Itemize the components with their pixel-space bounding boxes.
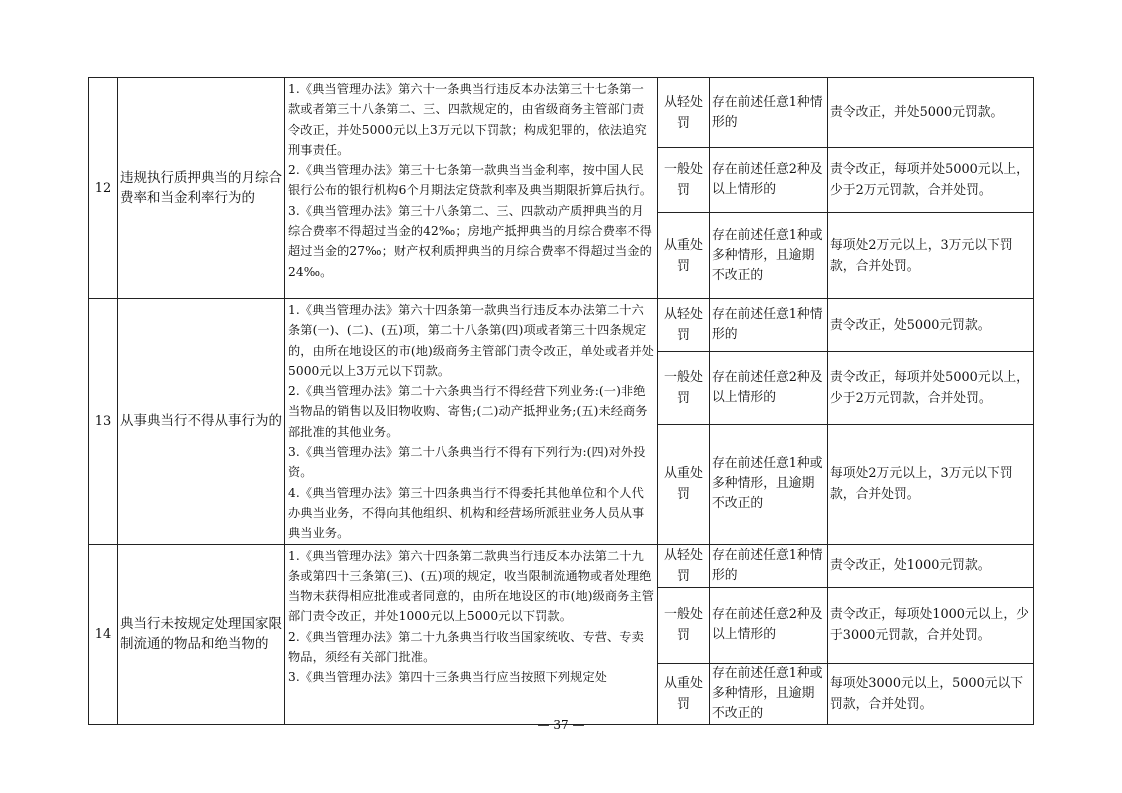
penalty-standard: 每项处2万元以上，3万元以下罚款，合并处罚。 — [828, 424, 1034, 544]
penalty-grade: 从轻处罚 — [658, 299, 710, 352]
basis-clause: 3.《典当管理办法》第四十三条典当行应当按照下列规定处 — [288, 670, 608, 685]
basis-clause: 2.《典当管理办法》第三十七条第一款典当当金利率，按中国人民银行公布的银行机构6个月期法定贷款利率及典当期限折算后执行。 — [288, 163, 653, 198]
penalty-condition: 存在前述任意1种或多种情形，且逾期不改正的 — [710, 663, 828, 724]
penalty-condition: 存在前述任意1种情形的 — [710, 299, 828, 352]
penalty-grade: 从重处罚 — [658, 663, 710, 724]
table-row — [89, 544, 1034, 587]
penalty-grade: 从重处罚 — [658, 424, 710, 544]
penalty-standard: 责令改正，处1000元罚款。 — [828, 544, 1034, 587]
violation-description: 违规执行质押典当的月综合费率和当金利率行为的 — [118, 78, 285, 299]
penalty-standard: 责令改正，每项并处5000元以上，少于2万元罚款，合并处罚。 — [828, 148, 1034, 213]
page-number: — 37 — — [537, 718, 585, 732]
penalty-standard: 责令改正，并处5000元罚款。 — [828, 78, 1034, 148]
penalty-grade: 从重处罚 — [658, 213, 710, 299]
penalty-condition: 存在前述任意1种或多种情形，且逾期不改正的 — [710, 213, 828, 299]
legal-basis — [285, 544, 658, 724]
penalty-grade: 从轻处罚 — [658, 78, 710, 148]
penalty-standard: 责令改正，处5000元罚款。 — [828, 299, 1034, 352]
penalty-standard: 每项处2万元以上，3万元以下罚款，合并处罚。 — [828, 213, 1034, 299]
basis-clause: 3.《典当管理办法》第二十八条典当行不得有下列行为:(四)对外投资。 — [288, 445, 646, 480]
penalty-standard: 责令改正，每项处1000元以上，少于3000元罚款，合并处罚。 — [828, 587, 1034, 663]
basis-clause: 1.《典当管理办法》第六十四条第二款典当行违反本办法第二十九条或第四十三条第(三)、(五)项的规定，收当限制流通物或者处理绝当物未获得相应批准或者同意的，由所在地设区的市(地)级商务主管部门责令改正，并处1000元以上5000元以下罚款。 — [288, 548, 655, 624]
penalty-condition: 存在前述任意1种或多种情形，且逾期不改正的 — [710, 424, 828, 544]
violation-description: 从事典当行不得从事行为的 — [118, 299, 285, 545]
penalty-standard: 每项处3000元以上，5000元以下罚款，合并处罚。 — [828, 663, 1034, 724]
basis-clause: 2.《典当管理办法》第二十六条典当行不得经营下列业务:(一)非绝当物品的销售以及旧物收购、寄售;(二)动产抵押业务;(五)未经商务部批准的其他业务。 — [288, 384, 648, 439]
penalty-table — [88, 77, 1034, 725]
table-row — [89, 78, 1034, 148]
penalty-condition: 存在前述任意1种情形的 — [710, 544, 828, 587]
basis-clause: 1.《典当管理办法》第六十四条第一款典当行违反本办法第二十六条第(一)、(二)、(五)项，第二十八条第(四)项或者第三十四条规定的，由所在地设区的市(地)级商务主管部门责令改正，单处或者并处5000元以上3万元以下罚款。 — [288, 303, 655, 378]
legal-basis — [285, 78, 658, 299]
basis-clause: 1.《典当管理办法》第六十一条典当行违反本办法第三十七条第一款或者第三十八条第二、三、四款规定的，由省级商务主管部门责令改正，并处5000元以上3万元以下罚款；构成犯罪的，依法追究刑事责任。 — [288, 82, 647, 157]
penalty-grade: 从轻处罚 — [658, 544, 710, 587]
basis-clause: 3.《典当管理办法》第三十八条第二、三、四款动产质押典当的月综合费率不得超过当金的42‰；房地产抵押典当的月综合费率不得超过当金的27‰；财产权利质押典当的月综合费率不得超过当金的24‰。 — [288, 203, 652, 279]
legal-basis — [285, 299, 658, 545]
penalty-condition: 存在前述任意2种及以上情形的 — [710, 148, 828, 213]
item-number: 12 — [89, 78, 118, 299]
penalty-grade: 一般处罚 — [658, 587, 710, 663]
item-number: 13 — [89, 299, 118, 545]
penalty-condition: 存在前述任意2种及以上情形的 — [710, 352, 828, 425]
penalty-standard: 责令改正，每项并处5000元以上，少于2万元罚款，合并处罚。 — [828, 352, 1034, 425]
penalty-grade: 一般处罚 — [658, 352, 710, 425]
basis-clause: 4.《典当管理办法》第三十四条典当行不得委托其他单位和个人代办典当业务，不得向其他组织、机构和经营场所派驻业务人员从事典当业务。 — [288, 485, 645, 541]
violation-description: 典当行未按规定处理国家限制流通的物品和绝当物的 — [118, 544, 285, 724]
penalty-grade: 一般处罚 — [658, 148, 710, 213]
item-number: 14 — [89, 544, 118, 724]
basis-clause: 2.《典当管理办法》第二十九条典当行收当国家统收、专营、专卖物品，须经有关部门批准。 — [288, 629, 644, 665]
penalty-condition: 存在前述任意2种及以上情形的 — [710, 587, 828, 663]
table-row — [89, 299, 1034, 352]
penalty-condition: 存在前述任意1种情形的 — [710, 78, 828, 148]
